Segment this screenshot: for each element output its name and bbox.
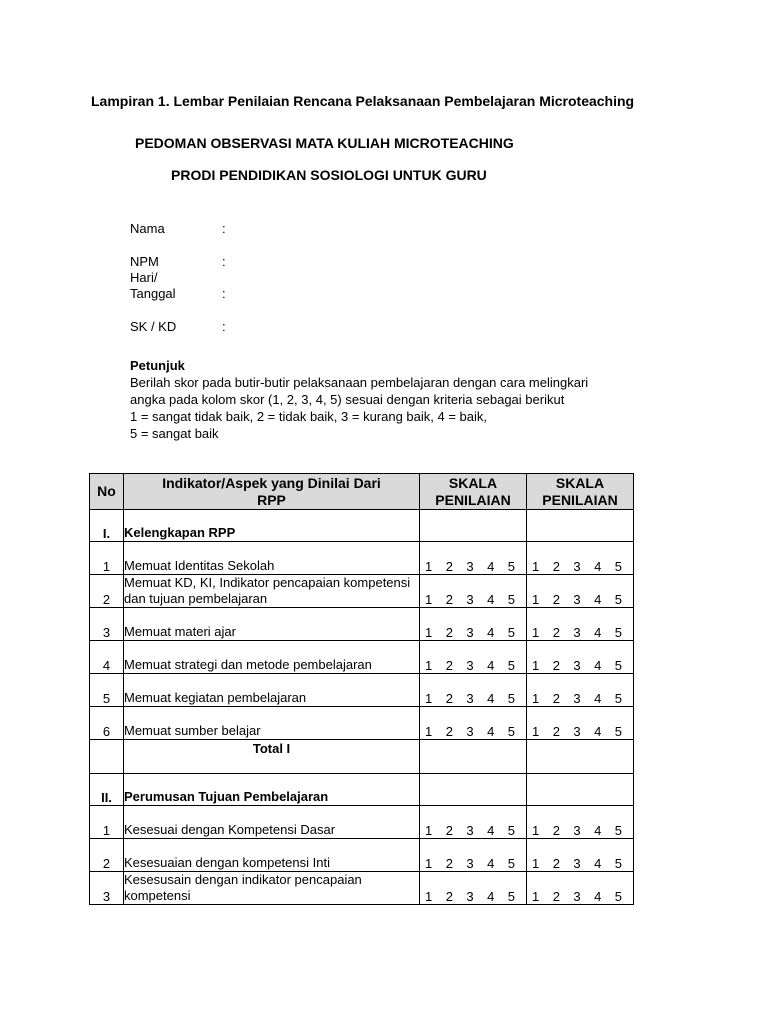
score-option[interactable]: 1 [425, 691, 433, 706]
score-option[interactable]: 5 [614, 559, 622, 574]
score-option[interactable]: 4 [487, 658, 495, 673]
score-scale [420, 823, 526, 838]
score-scale [527, 625, 633, 640]
instructions-title: Petunjuk [130, 358, 185, 373]
score-scale [527, 724, 633, 739]
field-label-skkd: SK / KD [130, 319, 177, 334]
score-scale [420, 691, 526, 706]
document-title: Lampiran 1. Lembar Penilaian Rencana Pelaksanaan Pembelajaran Microteaching [91, 93, 635, 109]
score-option[interactable]: 4 [487, 823, 495, 838]
item-indicator: Memuat sumber belajar [124, 707, 420, 740]
table-row [90, 641, 634, 674]
table-row [90, 707, 634, 740]
score-cell-1 [420, 542, 527, 575]
score-option[interactable]: 4 [487, 691, 495, 706]
item-indicator: Memuat KD, KI, Indikator pencapaian kompetensi dan tujuan pembelajaran [124, 575, 420, 608]
item-number: 2 [90, 575, 124, 608]
item-indicator: Kesesusain dengan indikator pencapaian kompetensi [124, 872, 420, 905]
score-option[interactable]: 4 [487, 559, 495, 574]
score-scale [527, 592, 633, 607]
score-option[interactable]: 1 [532, 658, 540, 673]
total-label: Total I [124, 740, 420, 774]
field-label-tanggal: Tanggal [130, 286, 176, 301]
score-option[interactable]: 4 [594, 724, 602, 739]
total-no-cell [90, 740, 124, 774]
instructions-line: 1 = sangat tidak baik, 2 = tidak baik, 3 = kurang baik, 4 = baik, [130, 409, 488, 424]
score-cell-2 [527, 707, 634, 740]
score-option[interactable]: 3 [466, 889, 474, 904]
section-title: Perumusan Tujuan Pembelajaran [124, 774, 420, 806]
instructions-line: Berilah skor pada butir-butir pelaksanaan pembelajaran dengan cara melingkari [130, 375, 589, 390]
score-option[interactable]: 3 [573, 658, 581, 673]
score-option[interactable]: 4 [487, 724, 495, 739]
score-cell-2 [527, 774, 634, 806]
score-option[interactable]: 3 [573, 559, 581, 574]
score-option[interactable]: 5 [614, 691, 622, 706]
score-option[interactable]: 3 [573, 823, 581, 838]
score-option[interactable]: 4 [594, 559, 602, 574]
total-score-2[interactable] [527, 740, 634, 774]
score-option[interactable]: 1 [425, 823, 433, 838]
score-option[interactable]: 5 [614, 724, 622, 739]
score-option[interactable]: 2 [552, 856, 560, 871]
score-cell-2 [527, 608, 634, 641]
score-option[interactable]: 2 [445, 658, 453, 673]
total-score-1[interactable] [420, 740, 527, 774]
item-indicator: Memuat strategi dan metode pembelajaran [124, 641, 420, 674]
table-row [90, 872, 634, 905]
score-option[interactable]: 2 [552, 724, 560, 739]
header-indikator-line1: Indikator/Aspek yang Dinilai Dari [162, 474, 381, 491]
score-option[interactable]: 4 [487, 592, 495, 607]
score-option[interactable]: 3 [573, 856, 581, 871]
score-option[interactable]: 2 [445, 724, 453, 739]
score-option[interactable]: 3 [573, 691, 581, 706]
score-option[interactable]: 3 [573, 889, 581, 904]
score-cell-1 [420, 510, 527, 542]
instructions-line: angka pada kolom skor (1, 2, 3, 4, 5) sesuai dengan kriteria sebagai berikut [130, 392, 565, 407]
score-cell-2 [527, 674, 634, 707]
score-cell-2 [527, 542, 634, 575]
score-scale [420, 724, 526, 739]
item-indicator: Kesesuai dengan Kompetensi Dasar [124, 806, 420, 839]
score-cell-2 [527, 806, 634, 839]
score-option[interactable]: 2 [552, 823, 560, 838]
section-title: Kelengkapan RPP [124, 510, 420, 542]
score-option[interactable]: 3 [466, 724, 474, 739]
field-colon-nama: : [222, 221, 226, 236]
score-scale [420, 889, 526, 904]
field-colon-tanggal: : [222, 286, 226, 301]
score-scale [420, 856, 526, 871]
score-option[interactable]: 3 [466, 823, 474, 838]
field-label-npm: NPM [130, 254, 159, 269]
score-cell-2 [527, 575, 634, 608]
score-scale [527, 658, 633, 673]
header-no: No [90, 474, 124, 510]
table-row [90, 806, 634, 839]
score-option[interactable]: 4 [487, 856, 495, 871]
item-indicator: Memuat Identitas Sekolah [124, 542, 420, 575]
score-cell-2 [527, 839, 634, 872]
score-option[interactable]: 1 [425, 856, 433, 871]
score-cell-2 [527, 872, 634, 905]
heading-prodi: PRODI PENDIDIKAN SOSIOLOGI UNTUK GURU [171, 167, 487, 183]
field-label-hari: Hari/ [130, 270, 158, 285]
item-indicator: Kesesuaian dengan kompetensi Inti [124, 839, 420, 872]
score-option[interactable]: 2 [552, 658, 560, 673]
assessment-table [89, 473, 634, 905]
score-option[interactable]: 5 [507, 625, 515, 640]
score-option[interactable]: 3 [466, 592, 474, 607]
item-indicator: Memuat kegiatan pembelajaran [124, 674, 420, 707]
header-skala-2-line2: PENILAIAN [542, 491, 618, 508]
table-row [90, 608, 634, 641]
score-option[interactable]: 1 [532, 691, 540, 706]
score-option[interactable]: 2 [445, 592, 453, 607]
item-number: 3 [90, 608, 124, 641]
item-number: 2 [90, 839, 124, 872]
score-option[interactable]: 3 [573, 592, 581, 607]
score-option[interactable]: 5 [507, 889, 515, 904]
score-option[interactable]: 4 [594, 625, 602, 640]
instructions [130, 357, 650, 442]
table-row [90, 839, 634, 872]
score-option[interactable]: 5 [507, 856, 515, 871]
score-option[interactable]: 2 [445, 559, 453, 574]
score-scale [527, 559, 633, 574]
field-label-nama: Nama [130, 221, 165, 236]
item-number: 6 [90, 707, 124, 740]
score-option[interactable]: 2 [552, 559, 560, 574]
score-cell-1 [420, 774, 527, 806]
score-option[interactable]: 5 [614, 625, 622, 640]
score-option[interactable]: 1 [532, 724, 540, 739]
score-option[interactable]: 5 [507, 658, 515, 673]
score-option[interactable]: 4 [594, 856, 602, 871]
score-option[interactable]: 1 [425, 625, 433, 640]
score-option[interactable]: 1 [425, 559, 433, 574]
score-cell-1 [420, 707, 527, 740]
score-scale [420, 559, 526, 574]
score-option[interactable]: 5 [507, 724, 515, 739]
score-option[interactable]: 2 [445, 823, 453, 838]
section-row [90, 774, 634, 806]
score-scale [420, 658, 526, 673]
score-option[interactable]: 5 [614, 889, 622, 904]
field-colon-skkd: : [222, 319, 226, 334]
score-option[interactable]: 1 [532, 856, 540, 871]
field-colon-npm: : [222, 254, 226, 269]
score-cell-1 [420, 641, 527, 674]
score-option[interactable]: 5 [614, 823, 622, 838]
score-option[interactable]: 2 [552, 625, 560, 640]
score-option[interactable]: 1 [532, 559, 540, 574]
score-option[interactable]: 5 [507, 592, 515, 607]
score-option[interactable]: 5 [507, 823, 515, 838]
item-number: 4 [90, 641, 124, 674]
score-cell-1 [420, 872, 527, 905]
table-row [90, 674, 634, 707]
score-scale [527, 823, 633, 838]
score-cell-1 [420, 674, 527, 707]
score-scale [527, 889, 633, 904]
score-option[interactable]: 4 [594, 889, 602, 904]
header-skala-2 [527, 474, 634, 510]
score-option[interactable]: 4 [487, 625, 495, 640]
heading-observasi: PEDOMAN OBSERVASI MATA KULIAH MICROTEACHING [135, 135, 514, 151]
score-cell-1 [420, 608, 527, 641]
item-number: 1 [90, 806, 124, 839]
score-option[interactable]: 4 [487, 889, 495, 904]
score-option[interactable]: 5 [614, 856, 622, 871]
score-option[interactable]: 4 [594, 592, 602, 607]
score-option[interactable]: 1 [425, 592, 433, 607]
score-scale [420, 592, 526, 607]
score-option[interactable]: 5 [614, 658, 622, 673]
item-number: 1 [90, 542, 124, 575]
score-scale [420, 625, 526, 640]
score-option[interactable]: 1 [532, 823, 540, 838]
item-indicator: Memuat materi ajar [124, 608, 420, 641]
total-row [90, 740, 634, 774]
table-header-row [90, 474, 634, 510]
score-option[interactable]: 4 [594, 823, 602, 838]
score-option[interactable]: 4 [594, 691, 602, 706]
header-skala-2-line1: SKALA [555, 474, 605, 491]
instructions-line: 5 = sangat baik [130, 426, 219, 441]
score-option[interactable]: 2 [552, 691, 560, 706]
header-skala-1-line2: PENILAIAN [435, 491, 511, 508]
section-row [90, 510, 634, 542]
score-option[interactable]: 2 [445, 889, 453, 904]
score-scale [527, 856, 633, 871]
score-option[interactable]: 1 [425, 724, 433, 739]
score-cell-2 [527, 641, 634, 674]
score-option[interactable]: 1 [532, 625, 540, 640]
score-option[interactable]: 2 [445, 856, 453, 871]
score-option[interactable]: 3 [466, 856, 474, 871]
section-number: II. [90, 774, 124, 806]
score-scale [527, 691, 633, 706]
item-number: 3 [90, 872, 124, 905]
score-option[interactable]: 4 [594, 658, 602, 673]
score-option[interactable]: 1 [425, 658, 433, 673]
score-option[interactable]: 3 [466, 625, 474, 640]
score-cell-1 [420, 575, 527, 608]
header-indikator [124, 474, 420, 510]
header-skala-1-line1: SKALA [448, 474, 498, 491]
score-option[interactable]: 3 [573, 724, 581, 739]
score-option[interactable]: 5 [507, 691, 515, 706]
score-option[interactable]: 1 [532, 592, 540, 607]
score-option[interactable]: 3 [466, 658, 474, 673]
score-option[interactable]: 3 [573, 625, 581, 640]
score-cell-1 [420, 839, 527, 872]
header-skala-1 [420, 474, 527, 510]
section-number: I. [90, 510, 124, 542]
score-option[interactable]: 2 [552, 592, 560, 607]
score-option[interactable]: 2 [552, 889, 560, 904]
score-cell-1 [420, 806, 527, 839]
score-option[interactable]: 1 [425, 889, 433, 904]
score-option[interactable]: 5 [507, 559, 515, 574]
item-number: 5 [90, 674, 124, 707]
table-row [90, 575, 634, 608]
header-indikator-line2: RPP [257, 491, 286, 508]
score-option[interactable]: 2 [445, 625, 453, 640]
score-option[interactable]: 1 [532, 889, 540, 904]
score-option[interactable]: 3 [466, 559, 474, 574]
score-option[interactable]: 2 [445, 691, 453, 706]
score-cell-2 [527, 510, 634, 542]
table-row [90, 542, 634, 575]
score-option[interactable]: 3 [466, 691, 474, 706]
score-option[interactable]: 5 [614, 592, 622, 607]
